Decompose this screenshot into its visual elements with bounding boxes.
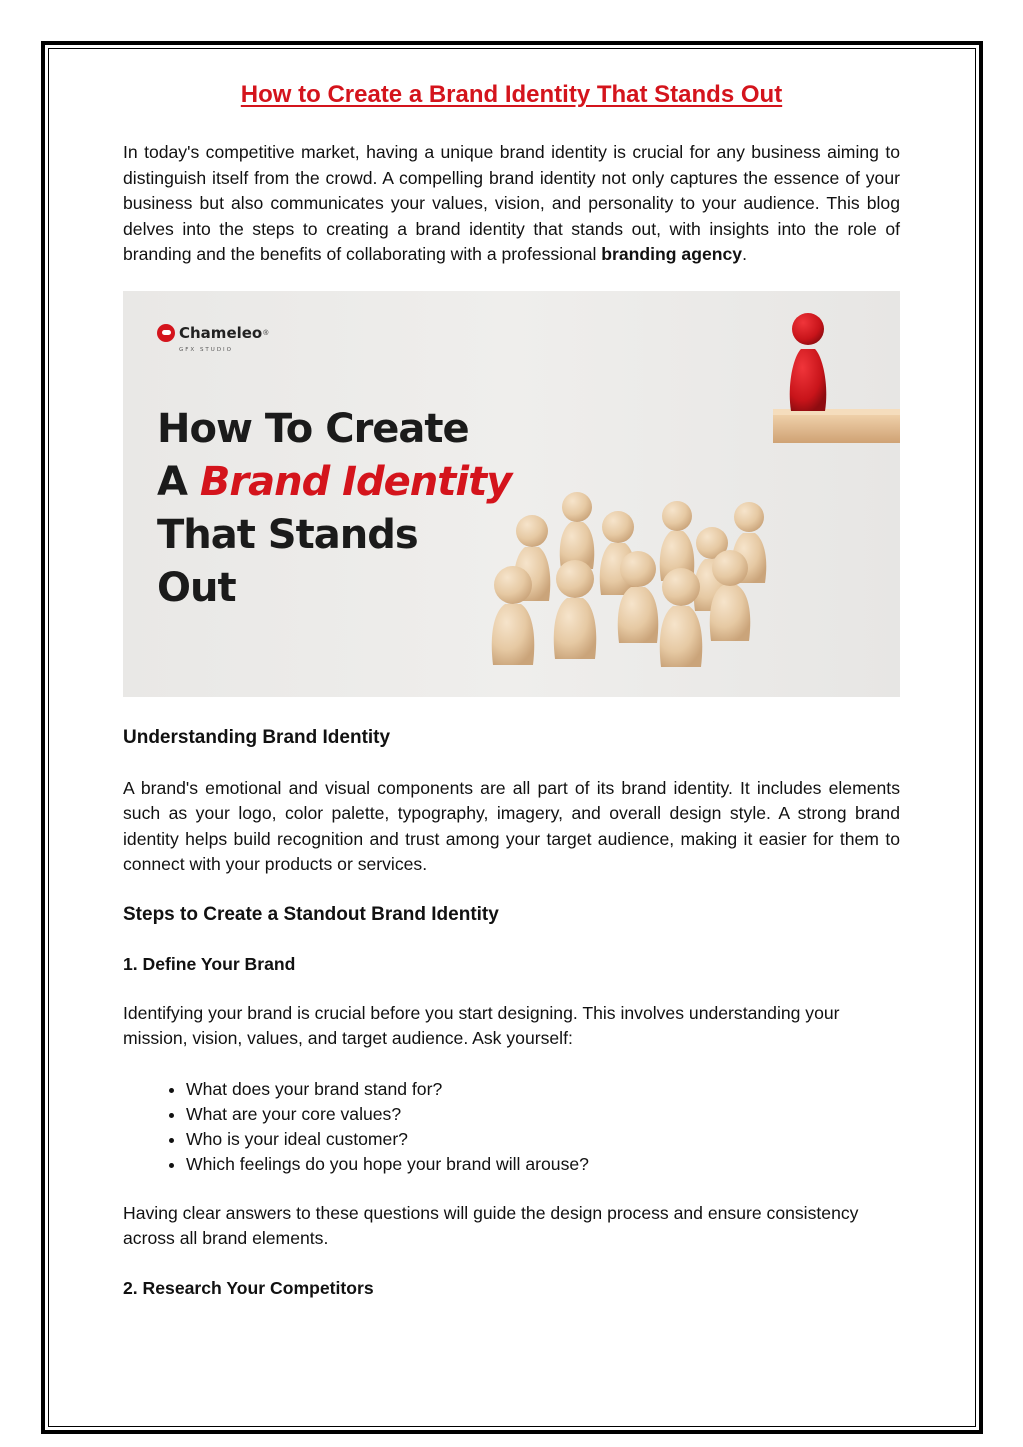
red-figure — [790, 313, 827, 411]
document-body — [123, 78, 900, 1301]
understanding-paragraph: A brand's emotional and visual components are all part of its brand identity. It includes elements such as your logo, color palette, typography, imagery, and overall design style. A strong brand identity helps build recognition and trust among your target audience, making it easier for them to connect with your products or services. — [123, 777, 900, 874]
intro-paragraph — [123, 140, 900, 268]
hero-line-4: Out — [157, 564, 236, 611]
intro-end: . — [742, 244, 747, 264]
wooden-figures-group — [492, 492, 767, 667]
intro-text: In today's competitive market, having a unique brand identity is crucial for any business aiming to distinguish itself from the crowd. A compelling brand identity not only captures the essence of your business but also communicates your values, vision, and personality to your audience. This blog delves into the steps to creating a brand identity that stands out, with insights into the role of branding and the benefits of collaborating with a professional — [123, 142, 900, 264]
step1-heading: 1. Define Your Brand — [123, 953, 296, 974]
list-item: • What does your brand stand for? — [186, 1077, 900, 1102]
understanding-heading: Understanding Brand Identity — [123, 726, 391, 748]
hero-line-1: How To Create — [157, 405, 469, 452]
logo-mark-icon — [157, 324, 175, 342]
wooden-figures-illustration — [433, 291, 900, 697]
wooden-shelf — [773, 413, 900, 443]
hero-accent-text: Brand Identity — [199, 458, 512, 505]
step2-heading: 2. Research Your Competitors — [123, 1277, 374, 1298]
logo-registered: ® — [263, 329, 269, 337]
page-title: How to Create a Brand Identity That Stands Out — [240, 81, 783, 108]
hero-line-2-prefix: A — [157, 458, 200, 505]
hero-image — [123, 291, 900, 697]
step1-question-list — [123, 1077, 900, 1177]
logo-name: Chameleo — [179, 323, 263, 342]
steps-heading: Steps to Create a Standout Brand Identity — [123, 903, 499, 925]
list-item: • Which feelings do you hope your brand will arouse? — [186, 1152, 900, 1177]
step1-conclusion: Having clear answers to these questions will guide the design process and ensure consistency across all brand elements. — [123, 1202, 859, 1248]
hero-line-3: That Stands — [157, 511, 418, 558]
chameleo-logo — [157, 321, 269, 353]
list-item: • Who is your ideal customer? — [186, 1127, 900, 1152]
branding-agency-link[interactable]: branding agency — [601, 244, 743, 264]
list-item: • What are your core values? — [186, 1102, 900, 1127]
step1-paragraph: Identifying your brand is crucial before you start designing. This involves understanding your mission, vision, values, and target audience. Ask yourself: — [123, 1002, 840, 1048]
logo-subtitle: GFX STUDIO — [179, 346, 234, 353]
